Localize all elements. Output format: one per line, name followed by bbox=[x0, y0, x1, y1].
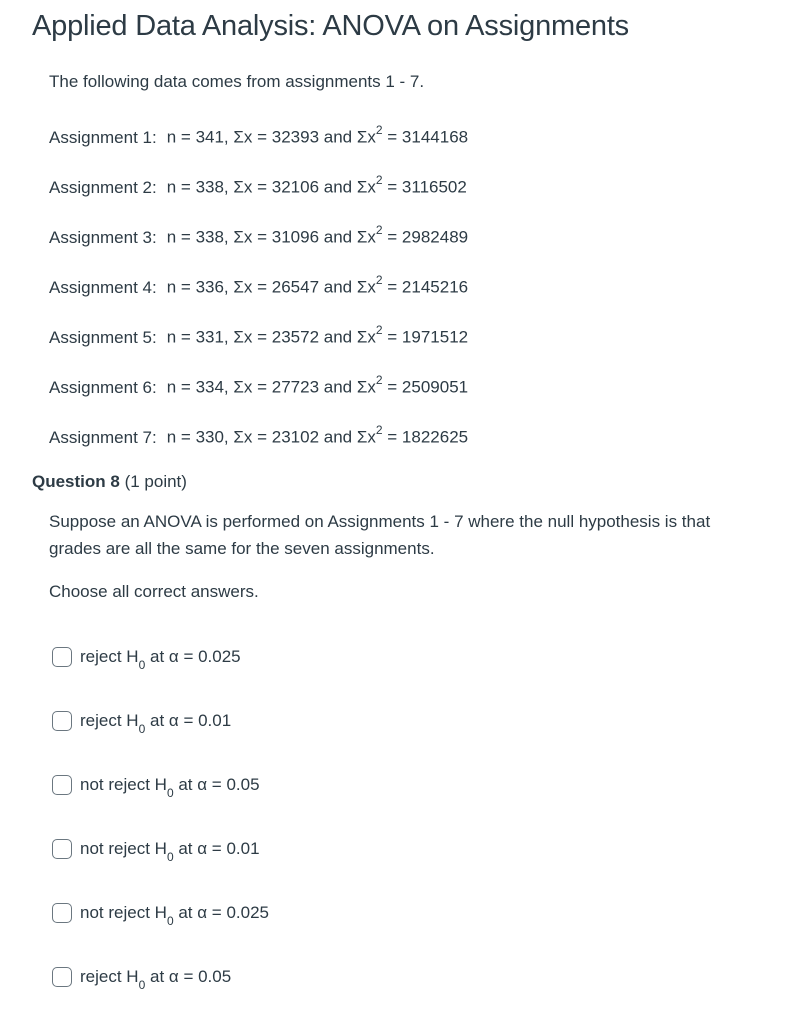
assignment-stats: n = 336, Σx = 26547 and Σx bbox=[166, 277, 376, 297]
answer-text: reject H bbox=[80, 711, 139, 730]
answer-option[interactable] bbox=[52, 965, 269, 1029]
answer-text: not reject H bbox=[80, 775, 167, 794]
assignment-label: Assignment 5: bbox=[49, 327, 157, 347]
answer-option[interactable] bbox=[52, 837, 269, 901]
answer-checkbox[interactable] bbox=[52, 839, 72, 859]
answer-checkbox[interactable] bbox=[52, 711, 72, 731]
subscript-zero: 0 bbox=[166, 850, 174, 865]
assignment-label: Assignment 1: bbox=[49, 127, 157, 147]
answer-label[interactable] bbox=[80, 773, 260, 802]
page-title: Applied Data Analysis: ANOVA on Assignments bbox=[32, 10, 629, 42]
subscript-zero: 0 bbox=[166, 914, 174, 929]
assignment-sum-squares: = 2982489 bbox=[382, 227, 469, 247]
assignment-stats: n = 334, Σx = 27723 and Σx bbox=[166, 377, 376, 397]
assignment-sum-squares: = 2509051 bbox=[382, 377, 469, 397]
answer-alpha: at α = 0.01 bbox=[145, 711, 232, 730]
superscript-two: 2 bbox=[375, 223, 383, 237]
answer-label[interactable] bbox=[80, 965, 231, 994]
answer-alpha: at α = 0.05 bbox=[145, 967, 232, 986]
answer-alpha: at α = 0.025 bbox=[145, 647, 241, 666]
assignment-label: Assignment 6: bbox=[49, 377, 157, 397]
answer-label[interactable] bbox=[80, 901, 269, 930]
answer-option[interactable] bbox=[52, 645, 269, 709]
assignment-sum-squares: = 2145216 bbox=[382, 277, 469, 297]
answer-text: not reject H bbox=[80, 903, 167, 922]
assignment-sum-squares: = 3116502 bbox=[382, 177, 467, 197]
subscript-zero: 0 bbox=[138, 722, 146, 737]
superscript-two: 2 bbox=[375, 273, 383, 287]
answer-checkbox[interactable] bbox=[52, 775, 72, 795]
assignment-data-list bbox=[49, 120, 468, 470]
answer-alpha: at α = 0.05 bbox=[173, 775, 260, 794]
assignment-stats: n = 331, Σx = 23572 and Σx bbox=[166, 327, 376, 347]
subscript-zero: 0 bbox=[166, 786, 174, 801]
assignment-row bbox=[49, 170, 468, 220]
assignment-sum-squares: = 1971512 bbox=[382, 327, 469, 347]
assignment-sum-squares: = 1822625 bbox=[382, 427, 469, 447]
answer-text: reject H bbox=[80, 647, 139, 666]
answer-label[interactable] bbox=[80, 645, 241, 674]
intro-text: The following data comes from assignments 1 - 7. bbox=[49, 72, 425, 91]
assignment-label: Assignment 2: bbox=[49, 177, 157, 197]
subscript-zero: 0 bbox=[138, 658, 146, 673]
assignment-stats: n = 330, Σx = 23102 and Σx bbox=[166, 427, 376, 447]
answer-text: not reject H bbox=[80, 839, 167, 858]
question-instruction: Choose all correct answers. bbox=[49, 582, 259, 601]
superscript-two: 2 bbox=[375, 423, 383, 437]
answer-alpha: at α = 0.01 bbox=[173, 839, 260, 858]
superscript-two: 2 bbox=[375, 123, 383, 137]
answer-label[interactable] bbox=[80, 709, 231, 738]
assignment-sum-squares: = 3144168 bbox=[382, 127, 469, 147]
answer-options bbox=[52, 645, 269, 1029]
assignment-label: Assignment 7: bbox=[49, 427, 157, 447]
assignment-label: Assignment 3: bbox=[49, 227, 157, 247]
assignment-row bbox=[49, 420, 468, 470]
answer-checkbox[interactable] bbox=[52, 967, 72, 987]
assignment-row bbox=[49, 220, 468, 270]
assignment-row bbox=[49, 270, 468, 320]
question-points: (1 point) bbox=[119, 472, 187, 491]
answer-option[interactable] bbox=[52, 709, 269, 773]
superscript-two: 2 bbox=[375, 323, 383, 337]
superscript-two: 2 bbox=[375, 173, 383, 187]
question-header bbox=[32, 472, 187, 492]
answer-checkbox[interactable] bbox=[52, 903, 72, 923]
assignment-stats: n = 338, Σx = 31096 and Σx bbox=[166, 227, 376, 247]
answer-label[interactable] bbox=[80, 837, 260, 866]
answer-alpha: at α = 0.025 bbox=[173, 903, 269, 922]
question-number: Question 8 bbox=[32, 472, 120, 491]
answer-option[interactable] bbox=[52, 773, 269, 837]
answer-text: reject H bbox=[80, 967, 139, 986]
question-text: Suppose an ANOVA is performed on Assignments 1 - 7 where the null hypothesis is that grades are all the same for the seven assignments. bbox=[49, 512, 711, 558]
assignment-label: Assignment 4: bbox=[49, 277, 157, 297]
answer-checkbox[interactable] bbox=[52, 647, 72, 667]
superscript-two: 2 bbox=[375, 373, 383, 387]
subscript-zero: 0 bbox=[138, 978, 146, 993]
assignment-row bbox=[49, 120, 468, 170]
assignment-row bbox=[49, 320, 468, 370]
assignment-row bbox=[49, 370, 468, 420]
answer-option[interactable] bbox=[52, 901, 269, 965]
assignment-stats: n = 341, Σx = 32393 and Σx bbox=[166, 127, 376, 147]
assignment-stats: n = 338, Σx = 32106 and Σx bbox=[166, 177, 376, 197]
